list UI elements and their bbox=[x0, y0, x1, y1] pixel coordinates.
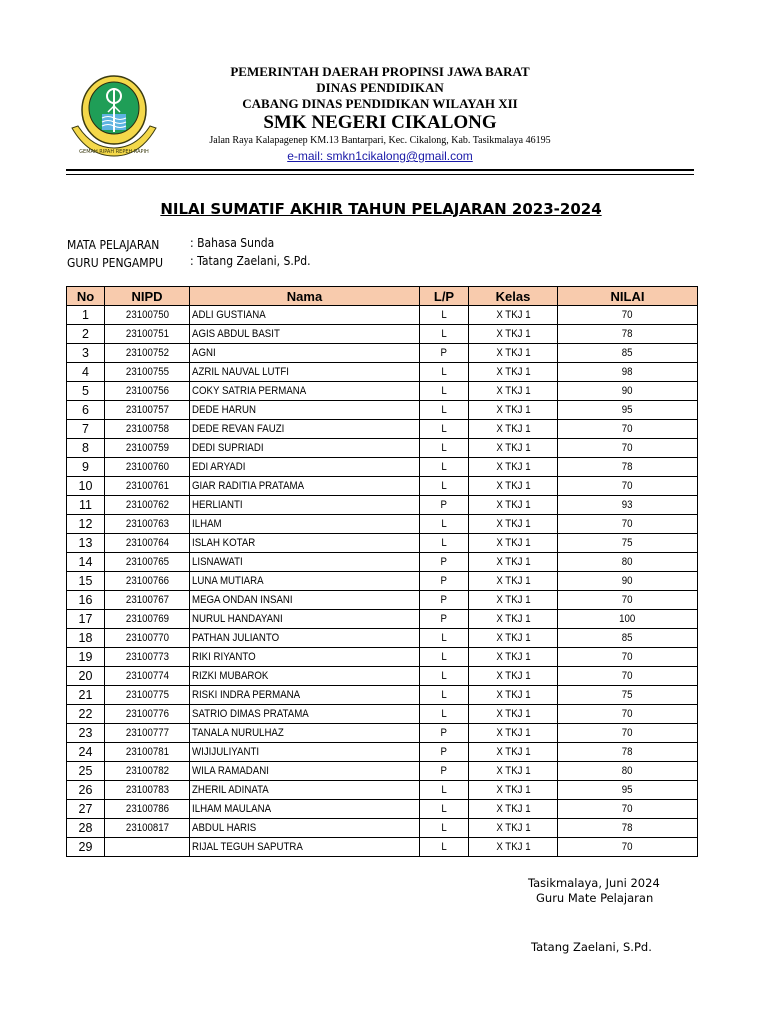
cell-kelas: X TKJ 1 bbox=[469, 819, 558, 838]
cell-kelas: X TKJ 1 bbox=[469, 762, 558, 781]
cell-nilai: 70 bbox=[558, 800, 698, 819]
header-government: PEMERINTAH DAERAH PROPINSI JAWA BARAT bbox=[230, 64, 530, 79]
cell-kelas: X TKJ 1 bbox=[469, 572, 558, 591]
school-name: SMK NEGERI CIKALONG bbox=[263, 112, 497, 133]
cell-kelas: X TKJ 1 bbox=[469, 667, 558, 686]
cell-nama: RIZKI MUBAROK bbox=[190, 667, 420, 686]
cell-kelas: X TKJ 1 bbox=[469, 553, 558, 572]
cell-no: 11 bbox=[67, 496, 105, 515]
cell-nama: AGIS ABDUL BASIT bbox=[190, 325, 420, 344]
cell-nama: MEGA ONDAN INSANI bbox=[190, 591, 420, 610]
cell-nilai: 85 bbox=[558, 629, 698, 648]
school-address: Jalan Raya Kalapagenep KM.13 Bantarpari, Kec. Cikalong, Kab. Tasikmalaya 46195 bbox=[209, 135, 551, 146]
cell-nipd: 23100756 bbox=[105, 382, 190, 401]
cell-nama: TANALA NURULHAZ bbox=[190, 724, 420, 743]
teacher-label: GURU PENGAMPU bbox=[67, 256, 164, 270]
cell-kelas: X TKJ 1 bbox=[469, 800, 558, 819]
col-header-kelas: Kelas bbox=[469, 287, 558, 306]
cell-no: 14 bbox=[67, 553, 105, 572]
cell-lp: L bbox=[420, 382, 469, 401]
cell-no: 13 bbox=[67, 534, 105, 553]
col-header-nipd: NIPD bbox=[105, 287, 190, 306]
cell-lp: L bbox=[420, 800, 469, 819]
cell-no: 16 bbox=[67, 591, 105, 610]
cell-nipd: 23100757 bbox=[105, 401, 190, 420]
school-email-link[interactable]: e-mail: smkn1cikalong@gmail.com bbox=[287, 149, 473, 163]
cell-lp: P bbox=[420, 724, 469, 743]
cell-kelas: X TKJ 1 bbox=[469, 705, 558, 724]
cell-nama: DEDI SUPRIADI bbox=[190, 439, 420, 458]
cell-nilai: 78 bbox=[558, 458, 698, 477]
cell-no: 26 bbox=[67, 781, 105, 800]
cell-kelas: X TKJ 1 bbox=[469, 496, 558, 515]
cell-kelas: X TKJ 1 bbox=[469, 610, 558, 629]
cell-nipd: 23100773 bbox=[105, 648, 190, 667]
cell-kelas: X TKJ 1 bbox=[469, 743, 558, 762]
cell-no: 17 bbox=[67, 610, 105, 629]
cell-lp: L bbox=[420, 420, 469, 439]
cell-lp: P bbox=[420, 344, 469, 363]
cell-nilai: 70 bbox=[558, 724, 698, 743]
cell-lp: L bbox=[420, 781, 469, 800]
cell-nama: ADLI GUSTIANA bbox=[190, 306, 420, 325]
cell-nilai: 70 bbox=[558, 705, 698, 724]
cell-nama: ISLAH KOTAR bbox=[190, 534, 420, 553]
header-divider-thick bbox=[66, 169, 694, 171]
cell-no: 18 bbox=[67, 629, 105, 648]
cell-nilai: 78 bbox=[558, 325, 698, 344]
header-divider-thin bbox=[66, 174, 694, 175]
cell-nama: GIAR RADITIA PRATAMA bbox=[190, 477, 420, 496]
table-row bbox=[67, 762, 698, 781]
cell-no: 29 bbox=[67, 838, 105, 857]
cell-nipd: 23100766 bbox=[105, 572, 190, 591]
cell-lp: P bbox=[420, 572, 469, 591]
cell-no: 12 bbox=[67, 515, 105, 534]
cell-nilai: 78 bbox=[558, 743, 698, 762]
table-row bbox=[67, 743, 698, 762]
cell-nilai: 70 bbox=[558, 648, 698, 667]
cell-lp: P bbox=[420, 610, 469, 629]
cell-nilai: 90 bbox=[558, 382, 698, 401]
table-row bbox=[67, 686, 698, 705]
table-row bbox=[67, 781, 698, 800]
cell-nilai: 70 bbox=[558, 515, 698, 534]
table-row bbox=[67, 553, 698, 572]
cell-lp: L bbox=[420, 819, 469, 838]
cell-nama: DEDE REVAN FAUZI bbox=[190, 420, 420, 439]
cell-nilai: 70 bbox=[558, 420, 698, 439]
cell-nipd: 23100783 bbox=[105, 781, 190, 800]
cell-no: 27 bbox=[67, 800, 105, 819]
table-row bbox=[67, 496, 698, 515]
cell-nipd: 23100762 bbox=[105, 496, 190, 515]
cell-nama: RIKI RIYANTO bbox=[190, 648, 420, 667]
cell-nipd bbox=[105, 838, 190, 857]
cell-kelas: X TKJ 1 bbox=[469, 534, 558, 553]
cell-nilai: 80 bbox=[558, 762, 698, 781]
cell-kelas: X TKJ 1 bbox=[469, 401, 558, 420]
table-row bbox=[67, 306, 698, 325]
cell-no: 15 bbox=[67, 572, 105, 591]
cell-no: 9 bbox=[67, 458, 105, 477]
table-row bbox=[67, 610, 698, 629]
cell-lp: L bbox=[420, 686, 469, 705]
cell-nipd: 23100765 bbox=[105, 553, 190, 572]
table-row bbox=[67, 515, 698, 534]
cell-nama: ABDUL HARIS bbox=[190, 819, 420, 838]
cell-lp: L bbox=[420, 534, 469, 553]
cell-nilai: 70 bbox=[558, 838, 698, 857]
cell-nama: NURUL HANDAYANI bbox=[190, 610, 420, 629]
cell-nipd: 23100751 bbox=[105, 325, 190, 344]
table-row bbox=[67, 325, 698, 344]
cell-no: 7 bbox=[67, 420, 105, 439]
cell-nama: LISNAWATI bbox=[190, 553, 420, 572]
table-row bbox=[67, 648, 698, 667]
cell-nama: COKY SATRIA PERMANA bbox=[190, 382, 420, 401]
cell-nilai: 70 bbox=[558, 306, 698, 325]
cell-nipd: 23100817 bbox=[105, 819, 190, 838]
table-row bbox=[67, 591, 698, 610]
cell-nama: EDI ARYADI bbox=[190, 458, 420, 477]
cell-lp: L bbox=[420, 515, 469, 534]
cell-nama: LUNA MUTIARA bbox=[190, 572, 420, 591]
cell-nama: RIJAL TEGUH SAPUTRA bbox=[190, 838, 420, 857]
col-header-nilai: NILAI bbox=[558, 287, 698, 306]
cell-kelas: X TKJ 1 bbox=[469, 306, 558, 325]
cell-nama: SATRIO DIMAS PRATAMA bbox=[190, 705, 420, 724]
table-row bbox=[67, 572, 698, 591]
cell-lp: L bbox=[420, 401, 469, 420]
cell-nilai: 70 bbox=[558, 591, 698, 610]
table-row bbox=[67, 401, 698, 420]
cell-lp: L bbox=[420, 458, 469, 477]
cell-lp: P bbox=[420, 553, 469, 572]
cell-nilai: 85 bbox=[558, 344, 698, 363]
table-row bbox=[67, 724, 698, 743]
table-body bbox=[67, 306, 698, 857]
cell-nipd: 23100786 bbox=[105, 800, 190, 819]
cell-lp: L bbox=[420, 306, 469, 325]
cell-nilai: 78 bbox=[558, 819, 698, 838]
cell-nilai: 95 bbox=[558, 781, 698, 800]
cell-nilai: 75 bbox=[558, 534, 698, 553]
cell-kelas: X TKJ 1 bbox=[469, 724, 558, 743]
cell-nilai: 70 bbox=[558, 667, 698, 686]
cell-nipd: 23100760 bbox=[105, 458, 190, 477]
signature-role: Guru Mate Pelajaran bbox=[536, 891, 654, 905]
subject-value: : Bahasa Sunda bbox=[190, 236, 275, 250]
table-row bbox=[67, 382, 698, 401]
cell-no: 8 bbox=[67, 439, 105, 458]
table-row bbox=[67, 477, 698, 496]
cell-nilai: 93 bbox=[558, 496, 698, 515]
cell-no: 1 bbox=[67, 306, 105, 325]
table-row bbox=[67, 534, 698, 553]
cell-kelas: X TKJ 1 bbox=[469, 686, 558, 705]
cell-kelas: X TKJ 1 bbox=[469, 363, 558, 382]
cell-lp: P bbox=[420, 743, 469, 762]
cell-kelas: X TKJ 1 bbox=[469, 648, 558, 667]
table-row bbox=[67, 344, 698, 363]
cell-no: 10 bbox=[67, 477, 105, 496]
cell-nipd: 23100752 bbox=[105, 344, 190, 363]
cell-nama: HERLIANTI bbox=[190, 496, 420, 515]
cell-nipd: 23100777 bbox=[105, 724, 190, 743]
table-row bbox=[67, 819, 698, 838]
cell-nilai: 98 bbox=[558, 363, 698, 382]
cell-nilai: 100 bbox=[558, 610, 698, 629]
cell-no: 24 bbox=[67, 743, 105, 762]
col-header-lp: L/P bbox=[420, 287, 469, 306]
cell-nipd: 23100774 bbox=[105, 667, 190, 686]
cell-nama: WIJIJULIYANTI bbox=[190, 743, 420, 762]
table-row bbox=[67, 838, 698, 857]
cell-no: 3 bbox=[67, 344, 105, 363]
cell-nilai: 90 bbox=[558, 572, 698, 591]
cell-nipd: 23100763 bbox=[105, 515, 190, 534]
cell-nama: AGNI bbox=[190, 344, 420, 363]
cell-nipd: 23100755 bbox=[105, 363, 190, 382]
cell-nilai: 75 bbox=[558, 686, 698, 705]
signature-name: Tatang Zaelani, S.Pd. bbox=[531, 940, 652, 954]
cell-no: 21 bbox=[67, 686, 105, 705]
cell-kelas: X TKJ 1 bbox=[469, 515, 558, 534]
cell-lp: L bbox=[420, 648, 469, 667]
cell-no: 4 bbox=[67, 363, 105, 382]
cell-nama: RISKI INDRA PERMANA bbox=[190, 686, 420, 705]
cell-kelas: X TKJ 1 bbox=[469, 591, 558, 610]
cell-nipd: 23100776 bbox=[105, 705, 190, 724]
cell-nipd: 23100770 bbox=[105, 629, 190, 648]
cell-no: 20 bbox=[67, 667, 105, 686]
table-row bbox=[67, 420, 698, 439]
cell-nipd: 23100781 bbox=[105, 743, 190, 762]
cell-kelas: X TKJ 1 bbox=[469, 439, 558, 458]
cell-lp: L bbox=[420, 838, 469, 857]
cell-nama: DEDE HARUN bbox=[190, 401, 420, 420]
cell-kelas: X TKJ 1 bbox=[469, 781, 558, 800]
cell-nama: ZHERIL ADINATA bbox=[190, 781, 420, 800]
document-title: NILAI SUMATIF AKHIR TAHUN PELAJARAN 2023-2024 bbox=[160, 200, 602, 218]
cell-nilai: 80 bbox=[558, 553, 698, 572]
cell-kelas: X TKJ 1 bbox=[469, 477, 558, 496]
table-row bbox=[67, 667, 698, 686]
cell-no: 25 bbox=[67, 762, 105, 781]
teacher-value: : Tatang Zaelani, S.Pd. bbox=[190, 254, 311, 268]
cell-nama: ILHAM MAULANA bbox=[190, 800, 420, 819]
table-row bbox=[67, 439, 698, 458]
cell-kelas: X TKJ 1 bbox=[469, 382, 558, 401]
cell-nipd: 23100764 bbox=[105, 534, 190, 553]
cell-kelas: X TKJ 1 bbox=[469, 629, 558, 648]
cell-kelas: X TKJ 1 bbox=[469, 344, 558, 363]
cell-nipd: 23100758 bbox=[105, 420, 190, 439]
col-header-no: No bbox=[67, 287, 105, 306]
cell-kelas: X TKJ 1 bbox=[469, 420, 558, 439]
school-emblem-logo bbox=[68, 72, 160, 162]
table-header-row bbox=[67, 287, 698, 306]
cell-no: 6 bbox=[67, 401, 105, 420]
table-row bbox=[67, 629, 698, 648]
cell-nipd: 23100769 bbox=[105, 610, 190, 629]
cell-lp: L bbox=[420, 325, 469, 344]
cell-no: 2 bbox=[67, 325, 105, 344]
cell-lp: L bbox=[420, 629, 469, 648]
cell-lp: L bbox=[420, 705, 469, 724]
cell-lp: L bbox=[420, 439, 469, 458]
header-branch: CABANG DINAS PENDIDIKAN WILAYAH XII bbox=[242, 96, 518, 111]
cell-lp: L bbox=[420, 363, 469, 382]
cell-nipd: 23100761 bbox=[105, 477, 190, 496]
cell-nipd: 23100759 bbox=[105, 439, 190, 458]
table-row bbox=[67, 800, 698, 819]
cell-nilai: 70 bbox=[558, 477, 698, 496]
svg-text:GEMAH RIPAH REPEH RAPIH: GEMAH RIPAH REPEH RAPIH bbox=[79, 149, 149, 155]
cell-nama: WILA RAMADANI bbox=[190, 762, 420, 781]
cell-nipd: 23100775 bbox=[105, 686, 190, 705]
table-row bbox=[67, 458, 698, 477]
cell-no: 5 bbox=[67, 382, 105, 401]
grades-table bbox=[66, 286, 698, 857]
cell-lp: P bbox=[420, 591, 469, 610]
cell-nilai: 95 bbox=[558, 401, 698, 420]
cell-no: 28 bbox=[67, 819, 105, 838]
col-header-nama: Nama bbox=[190, 287, 420, 306]
signature-place-date: Tasikmalaya, Juni 2024 bbox=[528, 876, 660, 890]
cell-kelas: X TKJ 1 bbox=[469, 458, 558, 477]
cell-nama: ILHAM bbox=[190, 515, 420, 534]
header-department: DINAS PENDIDIKAN bbox=[316, 80, 444, 95]
table-row bbox=[67, 705, 698, 724]
cell-nipd: 23100767 bbox=[105, 591, 190, 610]
cell-lp: L bbox=[420, 477, 469, 496]
cell-nipd: 23100750 bbox=[105, 306, 190, 325]
cell-kelas: X TKJ 1 bbox=[469, 325, 558, 344]
cell-no: 23 bbox=[67, 724, 105, 743]
cell-nilai: 70 bbox=[558, 439, 698, 458]
cell-no: 19 bbox=[67, 648, 105, 667]
cell-no: 22 bbox=[67, 705, 105, 724]
cell-nama: PATHAN JULIANTO bbox=[190, 629, 420, 648]
subject-label: MATA PELAJARAN bbox=[67, 238, 160, 252]
cell-lp: P bbox=[420, 762, 469, 781]
cell-nipd: 23100782 bbox=[105, 762, 190, 781]
table-row bbox=[67, 363, 698, 382]
cell-lp: P bbox=[420, 496, 469, 515]
cell-lp: L bbox=[420, 667, 469, 686]
cell-nama: AZRIL NAUVAL LUTFI bbox=[190, 363, 420, 382]
cell-kelas: X TKJ 1 bbox=[469, 838, 558, 857]
